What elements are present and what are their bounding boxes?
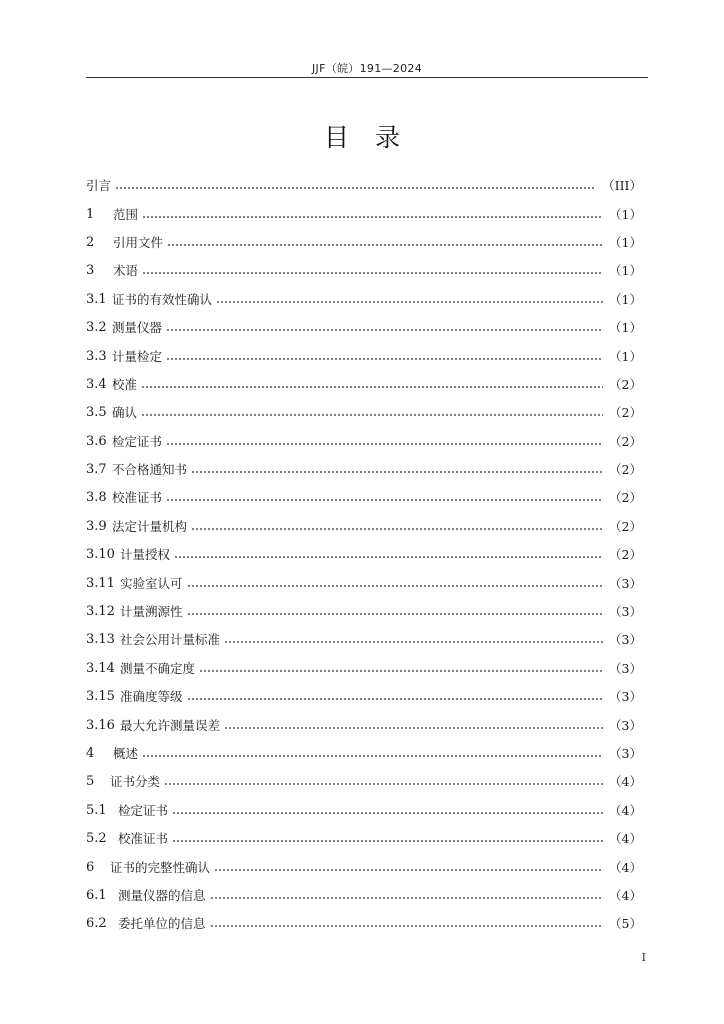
dot-leader bbox=[115, 187, 596, 189]
toc-entry[interactable] bbox=[86, 371, 642, 399]
dot-leader bbox=[166, 329, 603, 331]
dot-leader bbox=[174, 556, 603, 558]
toc-entry-number: 6 bbox=[86, 859, 95, 875]
toc-entry[interactable] bbox=[86, 655, 642, 683]
toc-entry-number: 1 bbox=[86, 206, 95, 222]
toc-entry-text: 计量溯源性 bbox=[120, 604, 183, 620]
running-header: JJF（皖）191—2024 bbox=[311, 62, 422, 75]
toc-entry-number: 5.1 bbox=[86, 802, 107, 818]
toc-entry-text: 证书分类 bbox=[110, 774, 161, 790]
toc-entry-page: （4） bbox=[609, 859, 642, 875]
toc-entry-number: 3.14 bbox=[86, 660, 115, 676]
toc-entry-page: （III） bbox=[602, 178, 642, 194]
toc-entry[interactable] bbox=[86, 200, 642, 228]
toc-entry[interactable] bbox=[86, 456, 642, 484]
toc-entry-text: 不合格通知书 bbox=[112, 462, 188, 478]
dot-leader bbox=[141, 414, 603, 416]
toc-entry-page: （1） bbox=[609, 206, 642, 222]
toc-entry[interactable] bbox=[86, 513, 642, 541]
toc-entry-number: 5.2 bbox=[86, 831, 107, 847]
toc-entry[interactable] bbox=[86, 882, 642, 910]
dot-leader bbox=[142, 272, 603, 274]
toc-entry-page: （2） bbox=[609, 490, 642, 506]
dot-leader bbox=[142, 755, 603, 757]
dot-leader bbox=[166, 499, 603, 501]
toc-entry-text: 引用文件 bbox=[113, 234, 164, 250]
toc-entry-number: 3.4 bbox=[86, 376, 107, 392]
toc-entry[interactable] bbox=[86, 484, 642, 512]
toc-entry-number: 3.1 bbox=[86, 291, 107, 307]
toc-entry-page: （3） bbox=[609, 604, 642, 620]
dot-leader bbox=[214, 869, 603, 871]
toc-entry[interactable] bbox=[86, 399, 642, 427]
toc-entry-page: （2） bbox=[609, 405, 642, 421]
toc-entry-number: 3.12 bbox=[86, 604, 115, 620]
toc-entry-number: 3.6 bbox=[86, 433, 107, 449]
dot-leader bbox=[187, 698, 604, 700]
toc-entry-text: 测量不确定度 bbox=[120, 660, 196, 676]
toc-entry-text: 校准证书 bbox=[118, 831, 169, 847]
toc-entry-text: 校准证书 bbox=[112, 490, 163, 506]
toc-entry[interactable] bbox=[86, 825, 642, 853]
toc-entry-text: 委托单位的信息 bbox=[118, 916, 206, 932]
toc-entry-text: 计量授权 bbox=[120, 547, 171, 563]
toc-entry-text: 校准 bbox=[112, 376, 138, 392]
toc-entry-number: 3 bbox=[86, 263, 95, 279]
toc-entry-number: 3.7 bbox=[86, 462, 107, 478]
toc-entry-number: 3.2 bbox=[86, 320, 107, 336]
toc-entry-number: 3.3 bbox=[86, 348, 107, 364]
toc-entry-page: （3） bbox=[609, 575, 642, 591]
toc-entry[interactable] bbox=[86, 342, 642, 370]
toc-entry-number: 5 bbox=[86, 774, 95, 790]
dot-leader bbox=[167, 244, 603, 246]
toc-entry-number: 6.1 bbox=[86, 887, 107, 903]
table-of-contents bbox=[86, 172, 642, 939]
toc-entry-page: （2） bbox=[609, 462, 642, 478]
toc-entry-page: （1） bbox=[609, 263, 642, 279]
page-number: I bbox=[641, 951, 646, 964]
dot-leader bbox=[216, 301, 603, 303]
toc-entry[interactable] bbox=[86, 428, 642, 456]
dot-leader bbox=[191, 471, 603, 473]
toc-entry-text: 法定计量机构 bbox=[112, 518, 188, 534]
toc-entry[interactable] bbox=[86, 314, 642, 342]
toc-entry[interactable] bbox=[86, 853, 642, 881]
toc-entry-text: 准确度等级 bbox=[120, 689, 183, 705]
toc-entry-text: 测量仪器 bbox=[112, 320, 163, 336]
dot-leader bbox=[224, 727, 603, 729]
dot-leader bbox=[224, 641, 603, 643]
toc-entry[interactable] bbox=[86, 541, 642, 569]
toc-entry-text: 最大允许测量误差 bbox=[120, 717, 221, 733]
dot-leader bbox=[172, 840, 603, 842]
toc-entry-text: 证书的完整性确认 bbox=[110, 859, 211, 875]
toc-entry[interactable] bbox=[86, 286, 642, 314]
toc-entry-page: （2） bbox=[609, 518, 642, 534]
dot-leader bbox=[166, 443, 603, 445]
dot-leader bbox=[164, 783, 603, 785]
toc-entry[interactable] bbox=[86, 257, 642, 285]
toc-entry[interactable] bbox=[86, 797, 642, 825]
toc-entry-page: （3） bbox=[609, 746, 642, 761]
dot-leader bbox=[210, 897, 604, 899]
toc-entry-number: 4 bbox=[86, 746, 95, 761]
toc-entry-number: 3.5 bbox=[86, 405, 107, 421]
toc-entry-text: 引言 bbox=[86, 178, 112, 194]
toc-entry-number: 3.10 bbox=[86, 547, 115, 563]
toc-entry-page: （4） bbox=[609, 774, 642, 790]
dot-leader bbox=[172, 812, 603, 814]
toc-entry-number: 3.16 bbox=[86, 717, 115, 733]
dot-leader bbox=[142, 216, 603, 218]
toc-entry[interactable] bbox=[86, 569, 642, 597]
toc-entry-text: 计量检定 bbox=[112, 348, 163, 364]
toc-entry[interactable] bbox=[86, 626, 642, 654]
toc-entry[interactable] bbox=[86, 740, 642, 768]
toc-entry-text: 社会公用计量标准 bbox=[120, 632, 221, 648]
toc-entry-number: 3.15 bbox=[86, 689, 115, 705]
dot-leader bbox=[210, 925, 604, 927]
toc-entry-page: （4） bbox=[609, 887, 642, 903]
toc-entry-number: 6.2 bbox=[86, 916, 107, 932]
toc-entry-page: （2） bbox=[609, 433, 642, 449]
page-title: 目录 bbox=[323, 123, 426, 152]
toc-entry-page: （3） bbox=[609, 717, 642, 733]
toc-entry-page: （1） bbox=[609, 348, 642, 364]
toc-entry-text: 检定证书 bbox=[118, 802, 169, 818]
toc-entry[interactable] bbox=[86, 711, 642, 739]
toc-entry-page: （1） bbox=[609, 234, 642, 250]
toc-entry-page: （5） bbox=[609, 916, 642, 932]
toc-entry-page: （2） bbox=[609, 547, 642, 563]
toc-entry-text: 证书的有效性确认 bbox=[112, 291, 213, 307]
dot-leader bbox=[166, 358, 603, 360]
dot-leader bbox=[141, 386, 603, 388]
toc-entry-text: 范围 bbox=[113, 206, 139, 222]
toc-entry[interactable] bbox=[86, 598, 642, 626]
toc-entry-page: （4） bbox=[609, 831, 642, 847]
header-rule bbox=[86, 77, 648, 78]
toc-entry-text: 概述 bbox=[113, 746, 139, 761]
dot-leader bbox=[187, 585, 604, 587]
toc-entry-page: （2） bbox=[609, 376, 642, 392]
toc-entry-number: 3.8 bbox=[86, 490, 107, 506]
toc-entry-text: 确认 bbox=[112, 405, 138, 421]
toc-entry-text: 实验室认可 bbox=[120, 575, 183, 591]
toc-entry-text: 检定证书 bbox=[112, 433, 163, 449]
toc-entry-page: （1） bbox=[609, 320, 642, 336]
dot-leader bbox=[199, 670, 603, 672]
toc-entry[interactable] bbox=[86, 768, 642, 796]
toc-entry-number: 2 bbox=[86, 234, 95, 250]
toc-entry-text: 术语 bbox=[113, 263, 139, 279]
toc-entry[interactable] bbox=[86, 229, 642, 257]
toc-entry[interactable] bbox=[86, 910, 642, 938]
toc-entry-number: 3.9 bbox=[86, 518, 107, 534]
dot-leader bbox=[191, 528, 603, 530]
toc-entry-intro[interactable] bbox=[86, 172, 642, 200]
toc-entry-page: （3） bbox=[609, 660, 642, 676]
toc-entry-page: （1） bbox=[609, 291, 642, 307]
toc-entry[interactable] bbox=[86, 683, 642, 711]
toc-entry-number: 3.11 bbox=[86, 575, 115, 591]
dot-leader bbox=[187, 613, 604, 615]
toc-entry-text: 测量仪器的信息 bbox=[118, 887, 206, 903]
toc-entry-number: 3.13 bbox=[86, 632, 115, 648]
toc-entry-page: （3） bbox=[609, 689, 642, 705]
toc-entry-page: （3） bbox=[609, 632, 642, 648]
toc-entry-page: （4） bbox=[609, 802, 642, 818]
